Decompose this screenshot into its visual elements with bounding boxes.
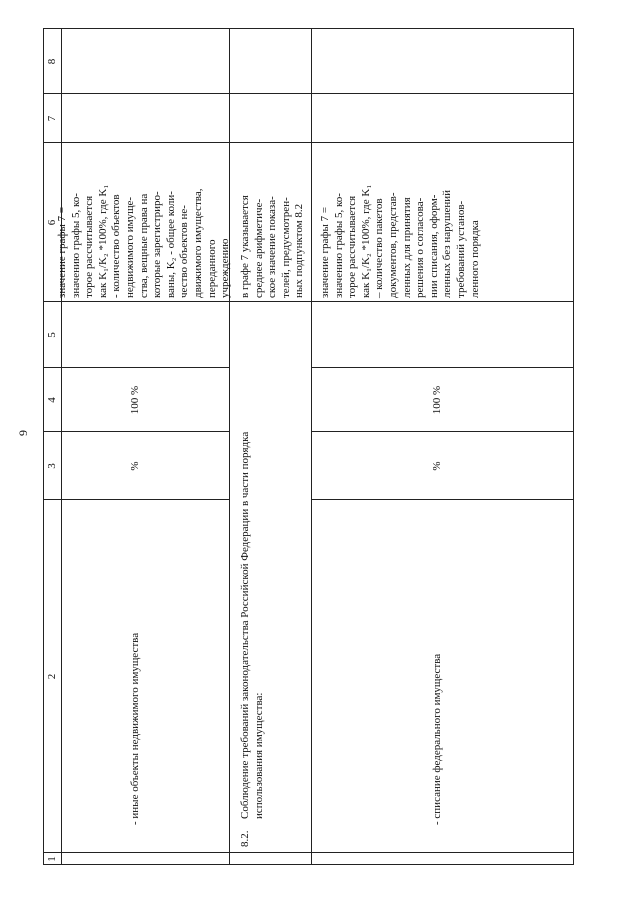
row-divider-2	[311, 28, 312, 865]
data-table	[43, 28, 573, 865]
row2-note: в графе 7 указывается среднее арифметиче- ское значение показа- телей, предусмотрен- ных подпунктом 8.2	[239, 195, 306, 298]
col-divider-6-7	[43, 142, 573, 143]
header-col-1: 1	[46, 856, 58, 862]
table-border-left	[43, 864, 573, 865]
table-border-top	[43, 28, 44, 865]
header-col-8: 8	[46, 58, 58, 65]
row1-unit: %	[129, 461, 141, 471]
header-col-4: 4	[46, 397, 58, 403]
header-col-6: 6	[46, 219, 58, 226]
row1-target: 100 %	[129, 385, 141, 415]
header-col-3: 3	[46, 463, 58, 469]
header-col-7: 7	[46, 115, 58, 122]
row3-target: 100 %	[431, 385, 443, 415]
row3-unit: %	[431, 461, 443, 471]
header-col-5: 5	[46, 332, 58, 338]
col-divider-5-6	[43, 301, 573, 302]
row1-formula: значение графы 7 = значению графы 5, ко- торое рассчитывается как K₁/K₂ *100%, где K₁ - количество объектов недвижимого имуще- ства, вещные права на которые зарегистриро- ваны, K₂ - общее коли- чество объектов не- движимого имущества, переданного учреждению	[56, 184, 232, 298]
row1-indicator: - иные объекты недвижимого имущества	[129, 632, 141, 825]
row3-formula: значение графы 7 = значению графы 5, ко- торое рассчитывается как K₁/K₂ *100%, где K₁ – количество пакетов документов, представ- ленных для принятия решения о согласова- нии списания, оформ- ленных без нарушений требований установ- ленного порядка	[319, 184, 481, 298]
header-col-2: 2	[46, 673, 58, 680]
row3-indicator: - списание федерального имущества	[431, 653, 443, 825]
row2-number: 8.2.	[239, 830, 251, 847]
col-divider-7-8	[43, 93, 573, 94]
col-divider-1-2	[43, 852, 573, 853]
table-border-bottom	[573, 28, 574, 865]
row2-section-title: Соблюдение требований законодательства Российской Федерации в части порядка использования имущества:	[239, 431, 265, 819]
page-number: 9	[16, 430, 30, 436]
table-border-right	[43, 28, 573, 29]
